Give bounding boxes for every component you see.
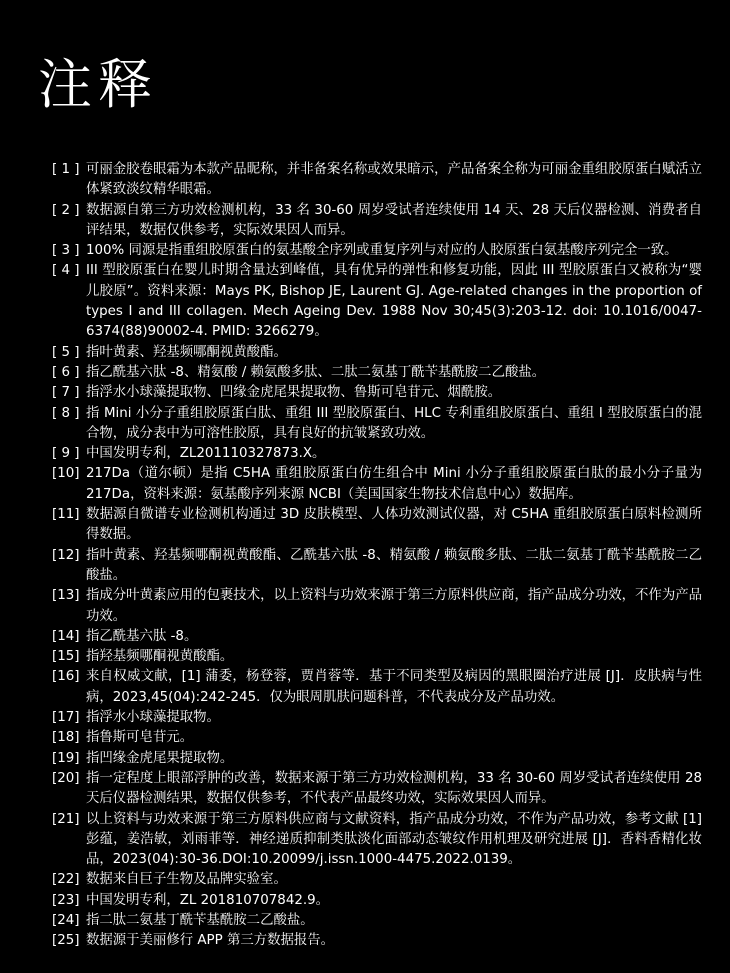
note-number: [16] bbox=[52, 669, 80, 685]
note-number: [21] bbox=[52, 811, 80, 827]
note-item bbox=[52, 769, 702, 810]
note-text: 数据源自微谱专业检测机构通过 3D 皮肤模型、人体功效测试仪器，对 C5HA 重组胶原蛋白原料检测所得数据。 bbox=[86, 507, 702, 543]
note-item bbox=[52, 201, 702, 242]
note-text: 指浮水小球藻提取物。 bbox=[86, 710, 220, 726]
note-item bbox=[52, 749, 702, 769]
note-item bbox=[52, 667, 702, 708]
note-text: 中国发明专利，ZL 201810707842.9。 bbox=[86, 892, 330, 908]
note-item bbox=[52, 708, 702, 728]
note-number: [12] bbox=[52, 547, 80, 563]
note-item bbox=[52, 627, 702, 647]
note-number: [ 6 ] bbox=[52, 364, 80, 380]
note-text: 指鲁斯可皂苷元。 bbox=[86, 730, 194, 746]
note-item bbox=[52, 383, 702, 403]
note-text: 指叶黄素、羟基频哪酮视黄酸酯。 bbox=[86, 344, 287, 360]
note-number: [25] bbox=[52, 933, 80, 949]
note-number: [23] bbox=[52, 892, 80, 908]
note-item bbox=[52, 931, 702, 951]
note-number: [ 4 ] bbox=[52, 263, 80, 279]
note-text: 指成分叶黄素应用的包裹技术，以上资料与功效来源于第三方原料供应商，指产品成分功效，不作为产品功效。 bbox=[86, 588, 702, 624]
note-number: [15] bbox=[52, 649, 80, 665]
note-text: 指凹缘金虎尾果提取物。 bbox=[86, 750, 234, 766]
note-item bbox=[52, 363, 702, 383]
note-item bbox=[52, 586, 702, 627]
note-item bbox=[52, 911, 702, 931]
note-text: 指羟基频哪酮视黄酸酯。 bbox=[86, 649, 234, 665]
note-text: 以上资料与功效来源于第三方原料供应商与文献资料，指产品成分功效，不作为产品功效，参考文献 [1] 彭蕴，姜浩敏，刘雨菲等．神经递质抑制类肽淡化面部动态皱纹作用机理及研究进展 [J]．香料香精化妆品，2023(04):30-36.DOI:10.20099/j.issn.1000-4475.2022.0139。 bbox=[86, 811, 702, 868]
note-number: [ 1 ] bbox=[52, 162, 80, 177]
note-number: [22] bbox=[52, 872, 80, 888]
note-text: 指二肽二氨基丁酰苄基酰胺二乙酸盐。 bbox=[86, 912, 314, 928]
note-item bbox=[52, 464, 702, 505]
note-text: 指叶黄素、羟基频哪酮视黄酸酯、乙酰基六肽 -8、精氨酸 / 赖氨酸多肽、二肽二氨基丁酰苄基酰胺二乙酸盐。 bbox=[86, 547, 702, 583]
note-number: [11] bbox=[52, 507, 80, 523]
note-number: [ 9 ] bbox=[52, 446, 80, 462]
note-item bbox=[52, 241, 702, 261]
note-item bbox=[52, 870, 702, 890]
note-number: [ 3 ] bbox=[52, 243, 80, 259]
note-item bbox=[52, 404, 702, 445]
note-item bbox=[52, 728, 702, 748]
note-text: 数据源于美丽修行 APP 第三方数据报告。 bbox=[86, 933, 335, 949]
note-text: 来自权威文献，[1] 蒲委，杨登蓉，贾肖蓉等．基于不同类型及病因的黑眼圈治疗进展 [J]．皮肤病与性病，2023,45(04):242-245．仅为眼周肌肤问题科普，不代表成分及产品功效。 bbox=[86, 669, 702, 705]
note-text: 指乙酰基六肽 -8、精氨酸 / 赖氨酸多肽、二肽二氨基丁酰苄基酰胺二乙酸盐。 bbox=[86, 364, 546, 380]
note-number: [19] bbox=[52, 750, 80, 766]
note-number: [10] bbox=[52, 466, 80, 482]
note-number: [ 7 ] bbox=[52, 385, 80, 401]
note-item bbox=[52, 261, 702, 342]
note-text: 100% 同源是指重组胶原蛋白的氨基酸全序列或重复序列与对应的人胶原蛋白氨基酸序列完全一致。 bbox=[86, 243, 678, 259]
note-text: 中国发明专利，ZL201110327873.X。 bbox=[86, 446, 326, 462]
note-number: [ 5 ] bbox=[52, 344, 80, 360]
note-item bbox=[52, 160, 702, 201]
note-text: 数据源自第三方功效检测机构，33 名 30-60 周岁受试者连续使用 14 天、28 天后仪器检测、消费者自评结果，数据仅供参考，实际效果因人而异。 bbox=[86, 202, 702, 238]
note-number: [14] bbox=[52, 628, 80, 644]
note-number: [13] bbox=[52, 588, 80, 604]
note-number: [17] bbox=[52, 710, 80, 726]
note-item bbox=[52, 343, 702, 363]
notes-list bbox=[52, 160, 702, 952]
note-text: 指浮水小球藻提取物、凹缘金虎尾果提取物、鲁斯可皂苷元、烟酰胺。 bbox=[86, 385, 502, 401]
note-text: 指乙酰基六肽 -8。 bbox=[86, 628, 198, 644]
note-text: 指 Mini 小分子重组胶原蛋白肽、重组 III 型胶原蛋白、HLC 专利重组胶原蛋白、重组 I 型胶原蛋白的混合物，成分表中为可溶性胶原，具有良好的抗皱紧致功效。 bbox=[86, 405, 702, 441]
note-item bbox=[52, 444, 702, 464]
note-text: 217Da（道尔顿）是指 C5HA 重组胶原蛋白仿生组合中 Mini 小分子重组胶原蛋白肽的最小分子量为 217Da，资料来源：氨基酸序列来源 NCBI（美国国家生物技术信息中心）数据库。 bbox=[86, 466, 702, 502]
note-number: [18] bbox=[52, 730, 80, 746]
note-item bbox=[52, 891, 702, 911]
note-number: [24] bbox=[52, 912, 80, 928]
note-text: 指一定程度上眼部浮肿的改善，数据来源于第三方功效检测机构，33 名 30-60 周岁受试者连续使用 28 天后仪器检测结果，数据仅供参考，不代表产品最终功效，实际效果因人而异。 bbox=[86, 770, 702, 807]
note-item bbox=[52, 505, 702, 546]
note-item bbox=[52, 647, 702, 667]
note-item bbox=[52, 546, 702, 587]
note-item bbox=[52, 810, 702, 871]
note-number: [ 8 ] bbox=[52, 405, 80, 421]
page-title: 注释 bbox=[38, 53, 158, 116]
note-text: 数据来自巨子生物及品牌实验室。 bbox=[86, 872, 287, 888]
note-number: [ 2 ] bbox=[52, 202, 80, 218]
note-text: III 型胶原蛋白在婴儿时期含量达到峰值，具有优异的弹性和修复功能，因此 III 型胶原蛋白又被称为“婴儿胶原”。资料来源：Mays PK, Bishop JE, Laurent GJ. Age-related changes in the proportion of types I and III collagen. Mech Ageing Dev. 1988 Nov 30;45(3):203-12. doi: 10.1016/0047-6374(88)90002-4. PMID: 3266279。 bbox=[86, 263, 702, 340]
note-number: [20] bbox=[52, 770, 80, 786]
note-text: 可丽金胶卷眼霜为本款产品昵称，并非备案名称或效果暗示，产品备案全称为可丽金重组胶原蛋白赋活立体紧致淡纹精华眼霜。 bbox=[86, 162, 702, 198]
